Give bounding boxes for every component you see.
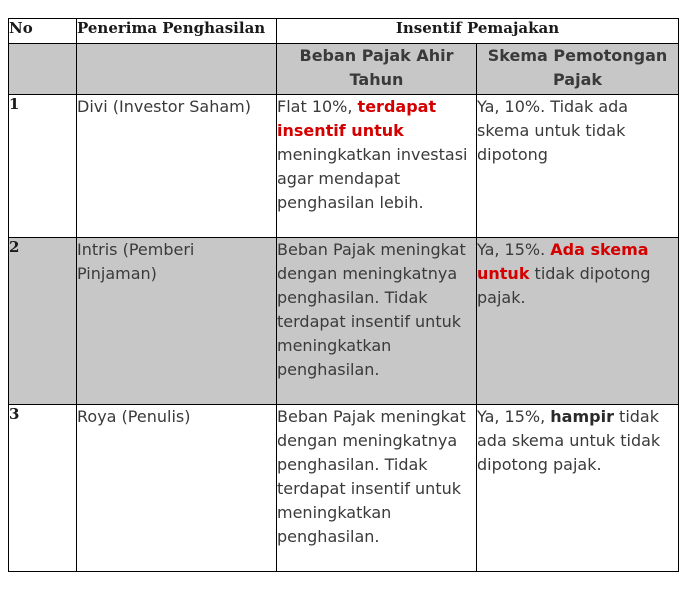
header-incentive: Insentif Pemajakan bbox=[277, 19, 679, 44]
withholding-text: Ya, 15%, bbox=[477, 407, 551, 426]
table-row bbox=[9, 405, 679, 572]
burden-cell bbox=[277, 238, 477, 405]
header-burden: Beban Pajak Ahir Tahun bbox=[277, 44, 477, 95]
recipient-cell: Intris (Pemberi Pinjaman) bbox=[77, 238, 277, 405]
withholding-cell bbox=[477, 405, 679, 572]
tax-incentive-table bbox=[8, 18, 679, 572]
burden-highlight: terdapat insentif untuk bbox=[277, 97, 437, 140]
burden-text: Flat 10%, bbox=[277, 97, 358, 116]
header-row bbox=[9, 19, 679, 44]
recipient-cell: Divi (Investor Saham) bbox=[77, 95, 277, 238]
withholding-cell bbox=[477, 238, 679, 405]
recipient-cell: Roya (Penulis) bbox=[77, 405, 277, 572]
withholding-text-post: tidak ada skema untuk tidak dipotong pajak. bbox=[477, 407, 661, 474]
withholding-text: Ya, 10%. Tidak ada skema untuk tidak dipotong bbox=[477, 97, 629, 164]
withholding-cell bbox=[477, 95, 679, 238]
burden-cell bbox=[277, 405, 477, 572]
burden-text: Beban Pajak meningkat dengan meningkatnya penghasilan. Tidak terdapat insentif untuk meningkatkan penghasilan. bbox=[277, 407, 466, 546]
header-withholding: Skema Pemotongan Pajak bbox=[477, 44, 679, 95]
subheader-empty-recipient bbox=[77, 44, 277, 95]
row-number: 3 bbox=[9, 405, 77, 572]
withholding-bold: hampir bbox=[550, 407, 614, 426]
row-number: 1 bbox=[9, 95, 77, 238]
withholding-text: Ya, 15%. bbox=[477, 240, 551, 259]
subheader-row bbox=[9, 44, 679, 95]
withholding-highlight: Ada skema untuk bbox=[477, 240, 649, 283]
burden-cell bbox=[277, 95, 477, 238]
burden-text-post: meningkatkan investasi agar mendapat penghasilan lebih. bbox=[277, 145, 468, 212]
subheader-empty-no bbox=[9, 44, 77, 95]
table-row bbox=[9, 238, 679, 405]
withholding-text-post: tidak dipotong pajak. bbox=[477, 264, 651, 307]
burden-text: Beban Pajak meningkat dengan meningkatnya penghasilan. Tidak terdapat insentif untuk meningkatkan penghasilan. bbox=[277, 240, 466, 379]
row-number: 2 bbox=[9, 238, 77, 405]
table-row bbox=[9, 95, 679, 238]
header-recipient: Penerima Penghasilan bbox=[77, 19, 277, 44]
header-no: No bbox=[9, 19, 77, 44]
